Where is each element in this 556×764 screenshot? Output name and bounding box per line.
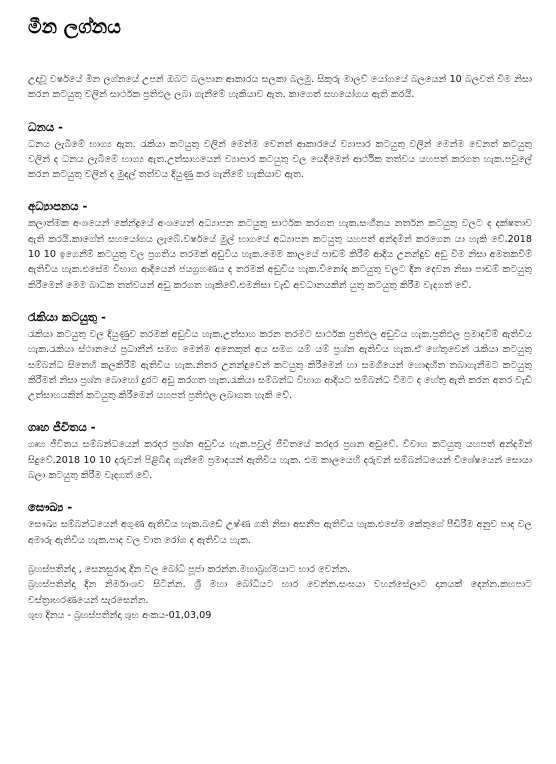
remedy-line-2: බ්‍රහස්පතින්දා දින නිර්මාංශව සිටින්න. ශ්‍රී මහා බෝධියට භාර වෙන්න.සංඝයා වහන්සේලාට දානයක් දෙන්න.කහපාට වස්ත්‍රාභරණයෙන් සැරසෙන්න. — [28, 579, 532, 606]
section-heading: අධ්‍යාපනය - — [28, 199, 88, 214]
section-education — [28, 198, 532, 292]
section-wealth — [28, 119, 532, 183]
lucky-day-number: ශුභ දිනය - බ්‍රහස්පතින්දා ශුභ අංකය-01,03,09 — [28, 609, 212, 621]
section-heading: සෞඛ්‍ය - — [28, 500, 73, 515]
section-paragraph: ගෘහ ජීවිතය සම්බන්ධයෙන් කරදර ප්‍රශ්න අඩුවිය හැක.පවුල් ජීවිතයේ කරදර ප්‍රශන අඩුවේ. විවාහ කටයුතු යහපත් අන්දමින් සිදුවේ.2018 10 10 දරුවන් පිළිබිඳ ගැනීමේ ප්‍රමාදයන් ඇතිවිය හැක. එම කාලයෙහි දරුවන් සම්බන්ධයෙන් විශේෂයෙන් සොයා බලා කටයුතු කිරීම වැදගත් වේ. — [28, 439, 532, 482]
section-home-life — [28, 419, 532, 483]
section-heading: රැකියා කටයුතු - — [28, 309, 106, 324]
remedy-line-1: බ්‍රහස්පතින්දා , සෙනසුරාදා දින වල බෝධි පූජා කරන්න.මහාබ්‍රහ්මයාට භාර වෙන්න. — [28, 563, 351, 575]
section-health — [28, 499, 532, 548]
intro-paragraph: උදාවූ වර්ෂයේ මීන ලග්නයේ උපන් ඔබට බලපාන ආකාරය සලකා බලමු. සිකුරු මාලව් යෝගයේ බලයෙන් 10 බලවත් වීම නිසා කරන කටයුතු වලින් සාර්ථක ප්‍රතිඵල ලබා ගැනීමේ හැකියාව ඇත. කාගෙත් සහයෝගය ඇති කරයි. — [28, 74, 532, 101]
section-paragraph: රැකියා කටයුතු වල දියුණුව තරමක් අඩුවිය හැක.උත්සාහ කරන තරමට සාර්ථක ප්‍රතිඵල අඩුවිය හැක.ප්‍රතිඵල ප්‍රමාදවීම් ඇතිවිය හැක.රැකියා ස්ථානයේ ප්‍රධානීන් සමග මෙන්ම අනෙකුත් අය සමග යම් යම් ප්‍රශ්න ඇතිවිය හැක.ඒ හේතුවෙන් රැකියා කටයුතු සම්බන්ධ සිතෙහි කලකිරීම් ඇතිවිය හැක.නිතර උනන්දුවෙන් කටයුතු කිරීමෙන් හා සමගියෙන් හොඳහිත තබාගැනීමට කටයුතු කිරීමත් නිසා ප්‍රශ්න බොහෝ දුරට අඩු කරගත හැක.රැකියා සම්බන්ධ විභාග ආදියට සම්බන්ධ වීමට ද හේතු ඇති කරන අතර වැඩි උත්සාහයකින් කටයුතු කිරීමෙන් යහපත් ප්‍රතිඵල ලබාගත හැකි වේ. — [28, 328, 532, 402]
section-paragraph: ධනය ලැබීමේ භාග්‍ය ඇත. රැකියා කටයුතු වලින් මෙන්ම වෙනත් ආකාරයේ ව්‍යාපාර කටයුතු වලින් මෙන්ම වෙනත් කටයුතු වලින් ද ධනය ලැබීමේ භාග්‍ය ඇත.උත්සාහයෙන් ව්‍යාපාර කටයුතු වල යෙදීමෙන් ආර්ථික තත්වය යහපත් කරගත හැක.පවුලේ කරන කටයුතු වලින් ද මුදල් තත්වය දියුණු කර ගැනීමේ හැකියාව ඇත. — [28, 138, 532, 181]
section-heading: ධනය - — [28, 119, 63, 134]
section-paragraph: සෞඛ්‍ය සම්බන්ධයෙන් අගුණ ඇතිවිය හැක.බඩේ උෂ්ණ ගති නිසා අසනීප ඇතිවිය හැක.එසේම කේතුගේ පීඩිරීම අනුව පාද වල අමාරු ඇතිවිය හැක.පාද වල වාත රෝග ද ඇතිවිය හැක. — [28, 519, 532, 546]
page-title: මීන ලග්නය — [28, 16, 121, 38]
section-paragraph: කලාත්මක අංශයෙන් කේන්ද්‍රයේ අංශයෙන් අධ්‍යාපන කටයුතු සාර්ථක කරගත හැක.සංගීතය නර්තන කටයුතු වලට ද දක්ෂතාව ඇති කරයි.කාගේත් සහයෝගය ලැබේ.වර්ෂයේ මුල් භාගයේ අධ්‍යාපන කටයුතු යහපත් අන්දමින් කරගෙන යා හැකි වේ.2018 10 10 ඉගෙනීම් කටයුතු වල ප්‍රගතිය තරමක් අඩුවිය හැක.මෙම කාලයේ පාඩම් කිරීම් ආදිය උනන්දුව අඩු වීම නිසා අමතකවීම් ඇතිවිය හැක.එසේම විභාග ආදියෙන් ජයග්‍රහණය ද තරමක් අඩුවිය හැක.විනෝද කටයුතු වලට දින දෙවන නිසා පාඩම් කටයුතු කිරීමෙන් මෙම බාධක තත්වයන් අඩු කරගත හැකිවේ.එමනිසා වැඩි අවධානයකින් යුතු කටයුතු කිරීම වැදගත් වේ. — [28, 218, 532, 291]
section-employment — [28, 309, 532, 403]
section-heading: ගෘහ ජීවිතය - — [28, 420, 96, 435]
